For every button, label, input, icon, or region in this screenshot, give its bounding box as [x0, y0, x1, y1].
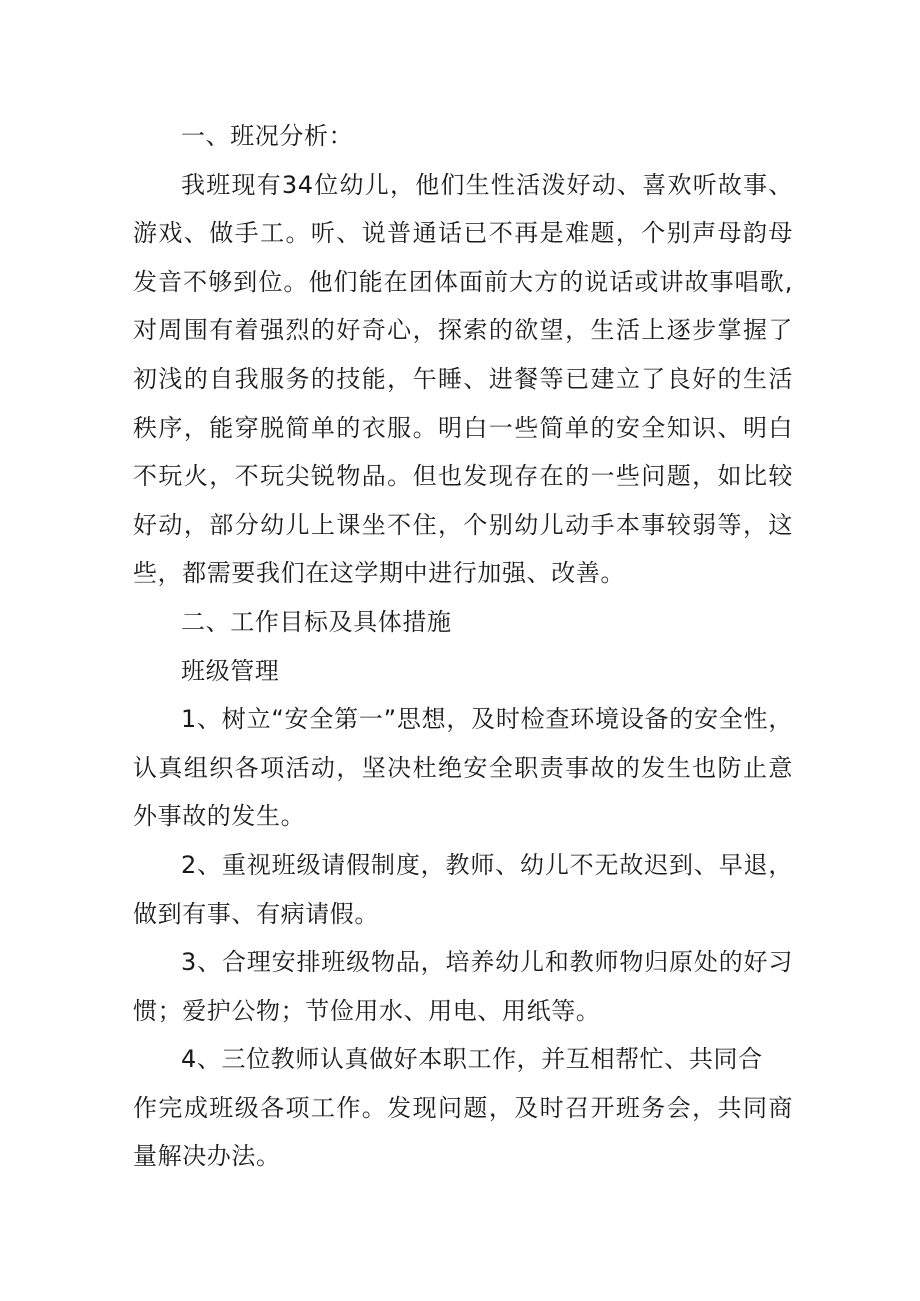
- document-body: [133, 112, 793, 1181]
- list-item-teacher-duties-line-1: 4、三位教师认真做好本职工作，并互相帮忙、共同合: [181, 1045, 763, 1074]
- list-item-class-items: 3、合理安排班级物品，培养幼儿和教师物归原处的好习惯；爱护公物；节俭用水、用电、用纸等。: [133, 948, 793, 1025]
- list-item-teacher-duties-continuation: 作完成班级各项工作。发现问题，及时召开班务会，共同商量解决办法。: [133, 1093, 793, 1171]
- subheading-class-management: 班级管理: [181, 656, 280, 685]
- section-heading-work-goals: 二、工作目标及具体措施: [181, 607, 452, 636]
- paragraph-class-situation: 我班现有34位幼儿，他们生性活泼好动、喜欢听故事、游戏、做手工。听、说普通话已不再是难题，个别声母韵母发音不够到位。他们能在团体面前大方的说话或讲故事唱歌,对周围有着强烈的好奇心，探索的欲望，生活上逐步掌握了初浅的自我服务的技能，午睡、进餐等已建立了良好的生活秩序，能穿脱简单的衣服。明白一些简单的安全知识、明白不玩火，不玩尖锐物品。但也发现存在的一些问题，如比较好动，部分幼儿上课坐不住，个别幼儿动手本事较弱等，这些，都需要我们在这学期中进行加强、改善。: [133, 170, 793, 588]
- list-item-leave-policy: 2、重视班级请假制度，教师、幼儿不无故迟到、早退，做到有事、有病请假。: [133, 850, 793, 928]
- list-item-teacher-duties: [133, 1035, 793, 1084]
- section-heading-class-analysis: 一、班况分析：: [181, 122, 354, 150]
- list-item-safety: 1、树立“安全第一”思想，及时检查环境设备的安全性，认真组织各项活动，坚决杜绝安全职责事故的发生也防止意外事故的发生。: [133, 705, 793, 831]
